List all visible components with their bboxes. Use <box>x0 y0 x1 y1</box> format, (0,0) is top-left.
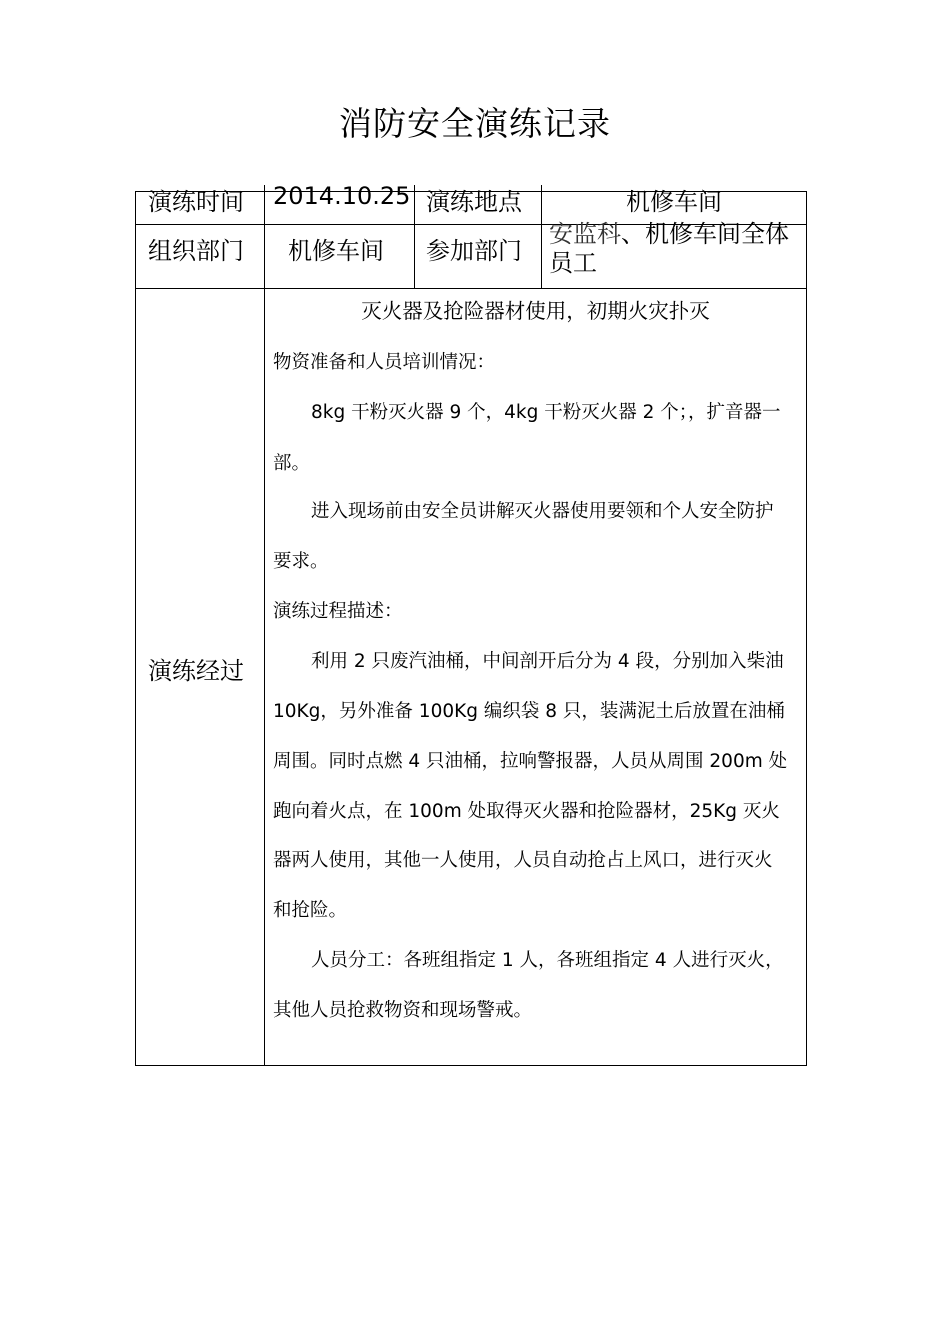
process-label: 演练经过 <box>148 657 244 685</box>
body-line: 部。 <box>273 453 311 474</box>
body-line: 10Kg，另外准备 100Kg 编织袋 8 只，装满泥土后放置在油桶 <box>273 701 785 722</box>
body-line: 其他人员抢救物资和现场警戒。 <box>273 1000 533 1021</box>
organizing-dept-value: 机修车间 <box>288 237 384 265</box>
drill-time-label: 演练时间 <box>148 188 244 216</box>
body-line: 和抢险。 <box>273 900 348 921</box>
drill-place-label: 演练地点 <box>426 188 522 216</box>
process-subject: 灭火器及抢险器材使用，初期火灾扑灭 <box>361 299 710 323</box>
body-line: 人员分工：各班组指定 1 人，各班组指定 4 人进行灭火， <box>311 950 784 971</box>
drill-time-value: 2014.10.25 <box>273 182 411 210</box>
body-line: 利用 2 只废汽油桶，中间剖开后分为 4 段，分别加入柴油 <box>311 651 784 672</box>
body-line: 跑向着火点，在 100m 处取得灭火器和抢险器材，25Kg 灭火 <box>273 801 780 822</box>
organizing-dept-label: 组织部门 <box>148 237 244 265</box>
participating-dept-part-b: 、机修车间全体 <box>621 220 789 248</box>
body-line: 进入现场前由安全员讲解灭火器使用要领和个人安全防护 <box>311 501 774 522</box>
body-line: 8kg 干粉灭火器 9 个，4kg 干粉灭火器 2 个；，扩音器一 <box>311 402 781 423</box>
participating-dept-part-c: 员工 <box>549 249 597 277</box>
table-divider-2 <box>414 185 415 289</box>
participating-dept-part-a: 安监科 <box>549 220 621 248</box>
body-line: 演练过程描述： <box>273 601 403 622</box>
participating-dept-label: 参加部门 <box>426 237 522 265</box>
table-border-bottom <box>135 1065 807 1066</box>
drill-place-value: 机修车间 <box>626 188 722 216</box>
body-line: 周围。同时点燃 4 只油桶，拉响警报器，人员从周围 200m 处 <box>273 751 788 772</box>
body-line: 物资准备和人员培训情况： <box>273 352 496 373</box>
table-border-row2 <box>135 288 807 289</box>
page-title: 消防安全演练记录 <box>339 104 611 143</box>
table-border-left <box>135 191 136 1066</box>
table-border-right <box>806 191 807 1066</box>
body-line: 器两人使用，其他一人使用，人员自动抢占上风口，进行灭火 <box>273 850 773 871</box>
body-line: 要求。 <box>273 551 329 572</box>
participating-dept-value <box>549 220 789 278</box>
